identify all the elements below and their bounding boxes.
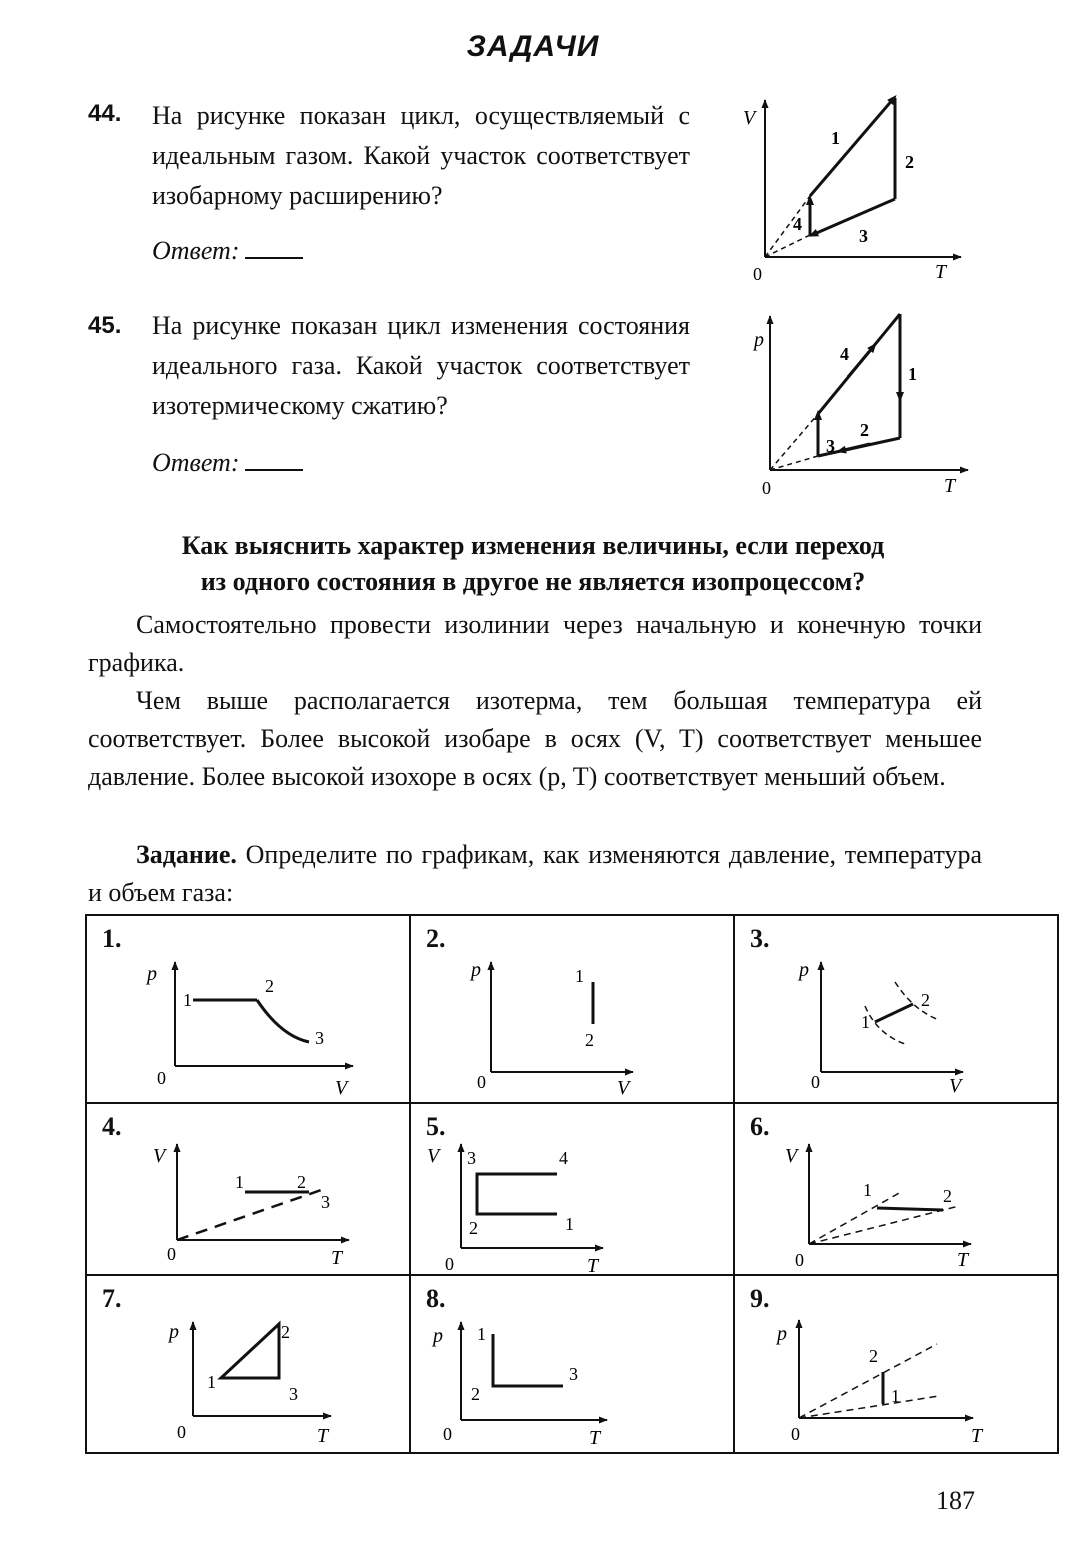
answer-blank[interactable]: [245, 449, 303, 471]
svg-text:2: 2: [869, 1346, 878, 1366]
segment-label: 3: [826, 436, 835, 456]
task-text: Определите по графикам, как изменяются давление, температура и объем газа:: [88, 840, 982, 907]
svg-text:1: 1: [207, 1372, 216, 1392]
graph-cell-9: [734, 1275, 1058, 1453]
svg-text:p: p: [169, 1321, 179, 1343]
svg-text:1: 1: [575, 966, 584, 986]
problem-45-graph: [740, 304, 980, 504]
graph-1: [87, 916, 409, 1104]
paragraph-task: [88, 836, 982, 912]
svg-text:2: 2: [297, 1172, 306, 1192]
subheading-line: Как выяснить характер изменения величины, если переход: [181, 531, 885, 560]
cell-number: 4.: [102, 1112, 122, 1141]
graph-cell-5: [410, 1103, 734, 1275]
svg-text:1: 1: [235, 1172, 244, 1192]
svg-text:0: 0: [477, 1072, 486, 1092]
graph-origin: 0: [762, 478, 771, 498]
segment-label: 1: [908, 364, 917, 384]
graph-origin: 0: [753, 264, 762, 284]
graph-axis-y: V: [743, 107, 756, 129]
segment-label: 2: [905, 152, 914, 172]
svg-text:p: p: [777, 1323, 787, 1345]
cell-number: 8.: [426, 1284, 446, 1313]
cell-number: 5.: [426, 1112, 446, 1141]
page-number: 187: [936, 1486, 975, 1515]
graph-8: [411, 1276, 733, 1454]
svg-text:V: V: [427, 1145, 440, 1167]
problem-44-answer: [152, 236, 303, 266]
graph-cell-2: [410, 915, 734, 1103]
svg-text:V: V: [153, 1145, 166, 1167]
svg-text:0: 0: [795, 1250, 804, 1270]
graph-5: [411, 1104, 733, 1276]
svg-text:3: 3: [315, 1028, 324, 1048]
graph-6: [735, 1104, 1057, 1276]
graph-2: [411, 916, 733, 1104]
graph-cell-3: [734, 915, 1058, 1103]
subheading-line: из одного состояния в другое не является изопроцессом?: [200, 567, 866, 596]
segment-label: 3: [859, 226, 868, 246]
svg-text:1: 1: [477, 1324, 486, 1344]
svg-text:V: V: [949, 1075, 962, 1097]
svg-text:3: 3: [569, 1364, 578, 1384]
svg-text:3: 3: [289, 1384, 298, 1404]
cell-number: 3.: [750, 924, 770, 953]
svg-text:2: 2: [585, 1030, 594, 1050]
svg-text:T: T: [587, 1255, 599, 1276]
graph-cell-4: [86, 1103, 410, 1275]
graph-9: [735, 1276, 1057, 1454]
answer-blank[interactable]: [245, 237, 303, 259]
svg-text:4: 4: [559, 1148, 568, 1168]
cell-number: 7.: [102, 1284, 122, 1313]
graph-cell-8: [410, 1275, 734, 1453]
problem-45-number: 45.: [88, 312, 122, 339]
svg-text:1: 1: [861, 1012, 870, 1032]
svg-text:0: 0: [167, 1244, 176, 1264]
graph-3: [735, 916, 1057, 1104]
svg-text:2: 2: [265, 976, 274, 996]
svg-text:3: 3: [321, 1192, 330, 1212]
graph-7: [87, 1276, 409, 1454]
svg-text:p: p: [147, 963, 157, 985]
svg-text:0: 0: [443, 1424, 452, 1444]
svg-text:1: 1: [565, 1214, 574, 1234]
problem-44-text: На рисунке показан цикл, осуществляемый с идеальным газом. Какой участок соответствует изобарному расширению?: [152, 101, 690, 210]
svg-text:0: 0: [445, 1254, 454, 1274]
answer-label: Ответ:: [152, 236, 240, 265]
graph-cell-6: [734, 1103, 1058, 1275]
svg-text:0: 0: [157, 1068, 166, 1088]
svg-text:V: V: [785, 1145, 798, 1167]
problem-45-text: На рисунке показан цикл изменения состояния идеального газа. Какой участок соответствует изотермическому сжатию?: [152, 311, 690, 420]
svg-text:V: V: [617, 1077, 630, 1099]
svg-text:T: T: [331, 1247, 343, 1269]
svg-text:p: p: [433, 1325, 443, 1347]
svg-text:p: p: [471, 959, 481, 981]
paragraph-isotherms: Чем выше располагается изотерма, тем большая температура ей соответствует. Более высокой изобаре в осях (V, T) соответствует меньшее давление. Более высокой изохоре в осях (p, T) соответствует меньший объем.: [88, 686, 982, 791]
cell-number: 2.: [426, 924, 446, 953]
graph-4: [87, 1104, 409, 1276]
problem-44-number: 44.: [88, 100, 122, 127]
svg-text:2: 2: [471, 1384, 480, 1404]
graph-cell-7: [86, 1275, 410, 1453]
svg-text:2: 2: [943, 1186, 952, 1206]
svg-text:0: 0: [791, 1424, 800, 1444]
svg-text:0: 0: [177, 1422, 186, 1442]
graph-cell-1: [86, 915, 410, 1103]
svg-text:2: 2: [469, 1218, 478, 1238]
segment-label: 4: [840, 344, 849, 364]
svg-text:T: T: [957, 1249, 969, 1271]
segment-label: 2: [860, 420, 869, 440]
paragraph-isolines: Самостоятельно провести изолинии через начальную и конечную точки графика.: [88, 610, 982, 677]
svg-text:T: T: [317, 1425, 329, 1447]
svg-text:1: 1: [891, 1386, 900, 1406]
svg-text:V: V: [335, 1077, 348, 1099]
svg-text:p: p: [799, 959, 809, 981]
svg-text:T: T: [589, 1427, 601, 1449]
cell-number: 6.: [750, 1112, 770, 1141]
task-label: Задание.: [136, 840, 237, 869]
svg-text:1: 1: [183, 990, 192, 1010]
cell-number: 9.: [750, 1284, 770, 1313]
graph-axis-x: T: [935, 261, 947, 283]
cell-number: 1.: [102, 924, 122, 953]
section-subheading: [80, 528, 986, 600]
problem-45-answer: [152, 448, 303, 478]
answer-label: Ответ:: [152, 448, 240, 477]
svg-text:2: 2: [281, 1322, 290, 1342]
page-heading: ЗАДАЧИ: [466, 30, 600, 63]
svg-text:T: T: [971, 1425, 983, 1447]
graphs-table: [85, 914, 1059, 1454]
graph-axis-y: p: [754, 329, 764, 351]
problem-44-graph: [735, 92, 975, 292]
svg-text:0: 0: [811, 1072, 820, 1092]
svg-text:2: 2: [921, 990, 930, 1010]
segment-label: 1: [831, 128, 840, 148]
graph-axis-x: T: [944, 475, 956, 497]
svg-text:1: 1: [863, 1180, 872, 1200]
svg-text:3: 3: [467, 1148, 476, 1168]
segment-label: 4: [793, 214, 802, 234]
